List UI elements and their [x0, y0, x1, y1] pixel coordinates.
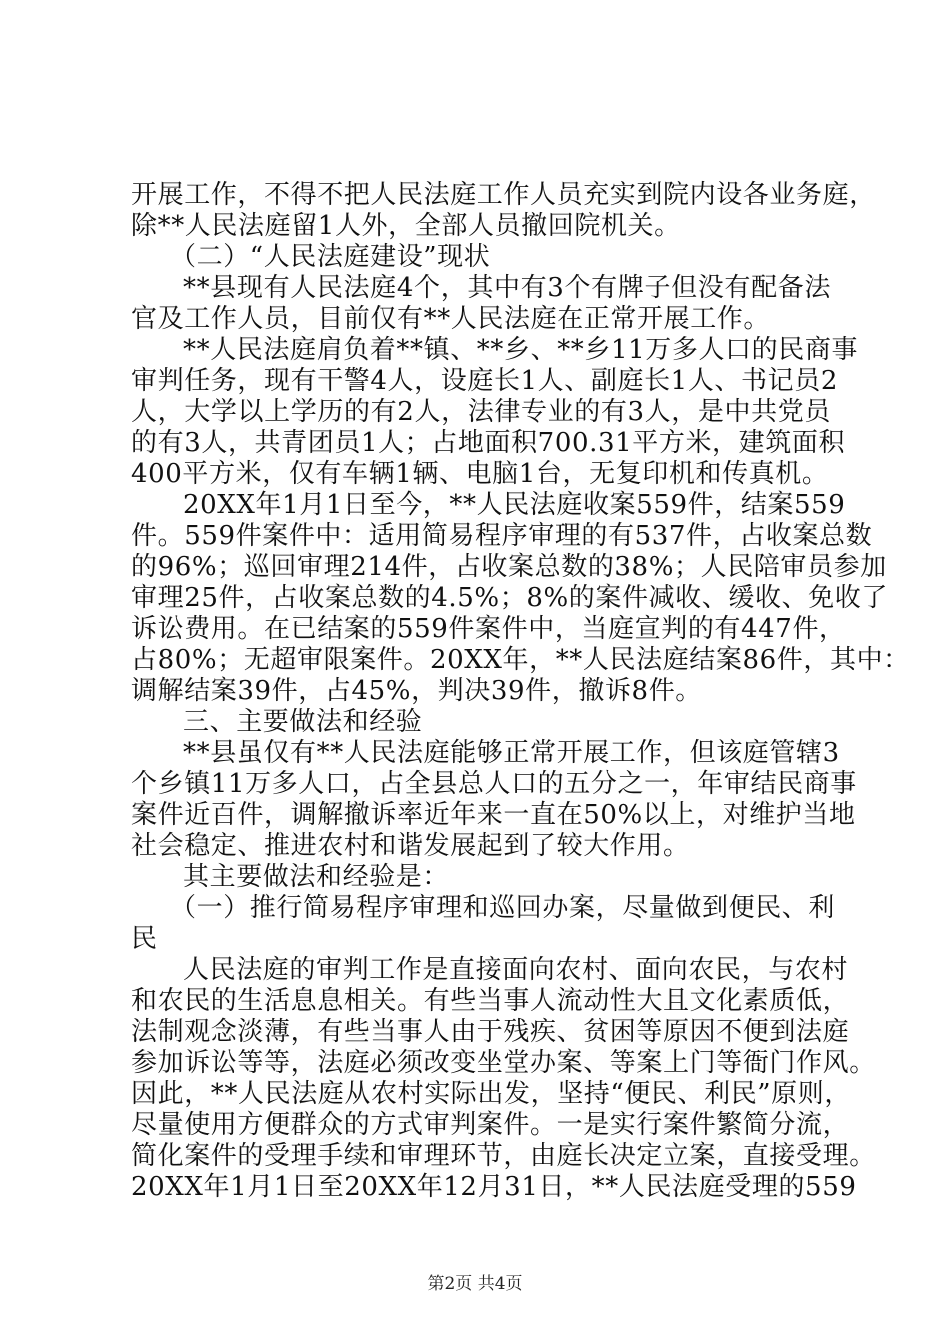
text-line: **县现有人民法庭4个，其中有3个有牌子但没有配备法	[183, 273, 831, 303]
text-line: 法制观念淡薄，有些当事人由于残疾、贫困等原因不便到法庭	[131, 1017, 850, 1047]
section-heading: （二）“人民法庭建设”现状	[170, 242, 491, 272]
text-line: 官及工作人员，目前仅有**人民法庭在正常开展工作。	[131, 304, 771, 334]
text-line: **人民法庭肩负着**镇、**乡、**乡11万多人口的民商事	[183, 335, 859, 365]
text-line: 除**人民法庭留1人外，全部人员撤回院机关。	[131, 211, 681, 241]
text-line: 开展工作，不得不把人民法庭工作人员充实到院内设各业务庭，	[131, 180, 876, 210]
text-line: 人民法庭的审判工作是直接面向农村、面向农民，与农村	[183, 955, 849, 985]
text-line: 人，大学以上学历的有2人，法律专业的有3人，是中共党员	[131, 397, 831, 427]
text-line: 审判任务，现有干警4人，设庭长1人、副庭长1人、书记员2	[131, 366, 838, 396]
text-line: 简化案件的受理手续和审理环节，由庭长决定立案，直接受理。	[131, 1141, 876, 1171]
section-heading: 民	[131, 924, 158, 954]
text-line: 个乡镇11万多人口，占全县总人口的五分之一，年审结民商事	[131, 769, 857, 799]
text-line: 参加诉讼等等，法庭必须改变坐堂办案、等案上门等衙门作风。	[131, 1048, 876, 1078]
text-line: 调解结案39件，占45%，判决39件，撤诉8件。	[131, 676, 702, 706]
text-line: 因此，**人民法庭从农村实际出发，坚持“便民、利民”原则，	[131, 1079, 851, 1109]
page-number-footer: 第2页 共4页	[427, 1274, 523, 1294]
text-line: 案件近百件，调解撤诉率近年来一直在50%以上，对维护当地	[131, 800, 856, 830]
text-line: 审理25件，占收案总数的4.5%；8%的案件减收、缓收、免收了	[131, 583, 888, 613]
text-line: 和农民的生活息息相关。有些当事人流动性大且文化素质低，	[131, 986, 850, 1016]
text-line: 的有3人，共青团员1人；占地面积700.31平方米，建筑面积	[131, 428, 846, 458]
text-line: 其主要做法和经验是：	[183, 862, 450, 892]
text-line: 20XX年1月1日至20XX年12月31日，**人民法庭受理的559	[131, 1172, 857, 1202]
text-line: 占80%；无超审限案件。20XX年，**人民法庭结案86件，其中：	[131, 645, 910, 675]
text-line: **县虽仅有**人民法庭能够正常开展工作，但该庭管辖3	[183, 738, 840, 768]
text-line: 诉讼费用。在已结案的559件案件中，当庭宣判的有447件，	[131, 614, 846, 644]
text-line: 尽量使用方便群众的方式审判案件。一是实行案件繁简分流，	[131, 1110, 850, 1140]
text-line: 件。559件案件中：适用简易程序审理的有537件，占收案总数	[131, 521, 873, 551]
text-line: 20XX年1月1日至今，**人民法庭收案559件，结案559	[183, 490, 846, 520]
text-line: 400平方米，仅有车辆1辆、电脑1台，无复印机和传真机。	[131, 459, 829, 489]
section-heading: 三、主要做法和经验	[183, 707, 423, 737]
section-heading: （一）推行简易程序审理和巡回办案，尽量做到便民、利	[170, 893, 836, 923]
text-line: 的96%；巡回审理214件，占收案总数的38%；人民陪审员参加	[131, 552, 887, 582]
text-line: 社会稳定、推进农村和谐发展起到了较大作用。	[131, 831, 690, 861]
